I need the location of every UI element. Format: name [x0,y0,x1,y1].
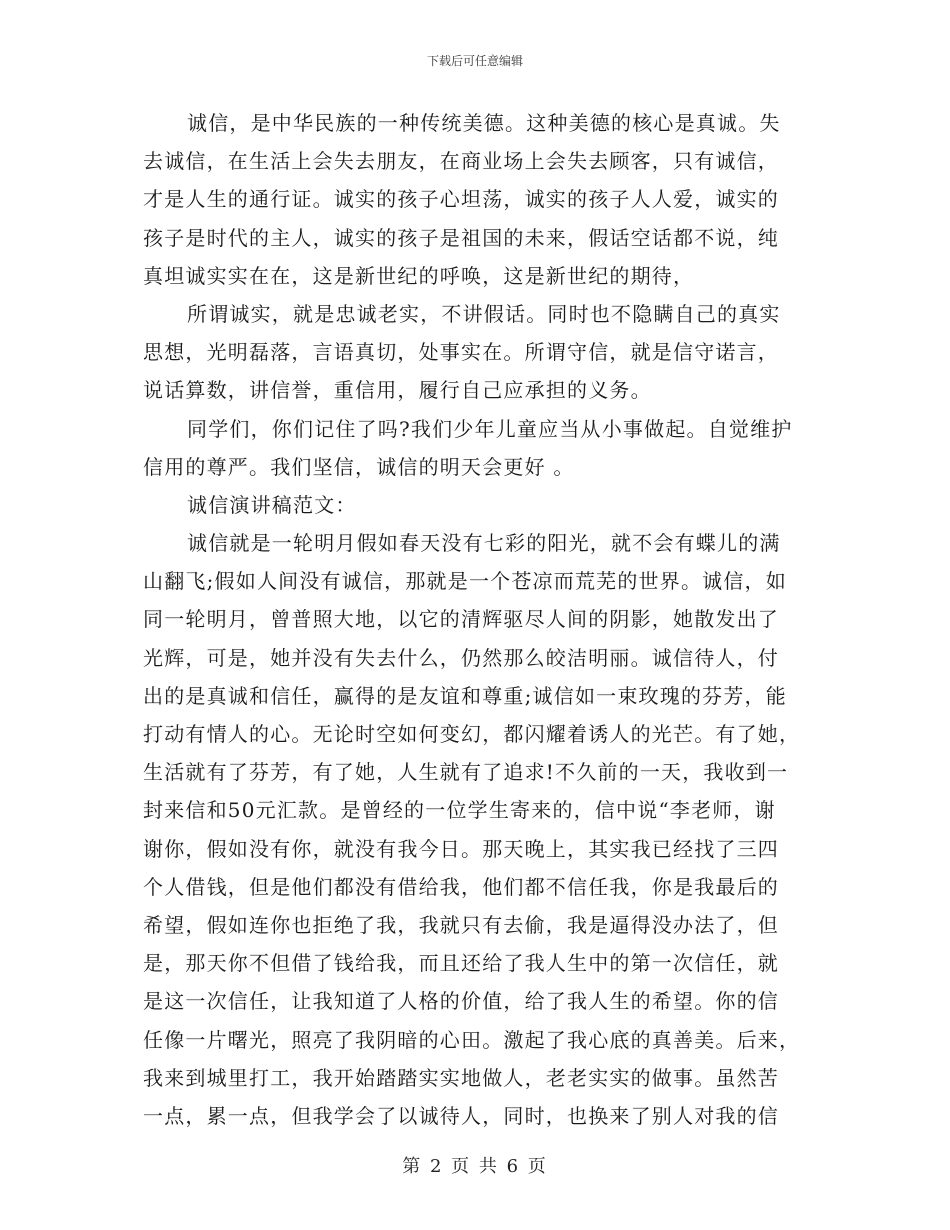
text-line: 是，那天你不但借了钱给我，而且还给了我人生中的第一次信任，就 [143,951,779,976]
text-line: 生活就有了芬芳，有了她，人生就有了追求!不久前的一天，我收到一 [143,760,789,785]
text-line: 光辉，可是，她并没有失去什么，仍然那么皎洁明丽。诚信待人，付 [143,645,779,670]
text-line: 诚信，是中华民族的一种传统美德。这种美德的核心是真诚。失 [187,111,781,135]
text-line: 才是人生的通行证。诚实的孩子心坦荡，诚实的孩子人人爱，诚实的 [143,187,779,212]
text-line: 同学们，你们记住了吗?我们少年儿童应当从小事做起。自觉维护 [187,416,793,441]
text-line: 说话算数，讲信誉，重信用，履行自己应承担的义务。 [143,378,652,403]
text-line: 同一轮明月，曾普照大地，以它的清辉驱尽人间的阴影，她散发出了 [143,607,779,632]
page-header-note: 下载后可任意编辑 [426,54,523,68]
text-line: 希望，假如连你也拒绝了我，我就只有去偷，我是逼得没办法了，但 [143,912,779,937]
text-line: 去诚信，在生活上会失去朋友，在商业场上会失去顾客，只有诚信， [143,149,779,174]
text-line: 真坦诚实实在在，这是新世纪的呼唤，这是新世纪的期待， [143,263,695,288]
document-body [143,104,811,1135]
text-line: 是这一次信任，让我知道了人格的价值，给了我人生的希望。你的信 [143,989,779,1014]
text-line: 所谓诚实，就是忠诚老实，不讲假话。同时也不隐瞒自己的真实 [187,301,781,326]
text-line: 山翻飞;假如人间没有诚信，那就是一个苍凉而荒芜的世界。诚信，如 [143,569,787,594]
text-line: 打动有情人的心。无论时空如何变幻，都闪耀着诱人的光芒。有了她， [143,722,801,746]
section-heading: 诚信演讲稿范文： [187,492,357,517]
text-line: 一点，累一点，但我学会了以诚待人，同时，也换来了别人对我的信 [143,1103,779,1128]
text-line: 个人借钱，但是他们都没有借给我，他们都不信任我，你是我最后的 [143,874,779,899]
text-line: 谢你，假如没有你，就没有我今日。那天晚上，其实我已经找了三四 [143,836,779,861]
page-number: 第 2 页 共 6 页 [402,1156,548,1177]
text-line: 信用的尊严。我们坚信，诚信的明天会更好 。 [143,454,575,479]
text-line: 出的是真诚和信任，赢得的是友谊和尊重;诚信如一束玫瑰的芬芳，能 [143,683,787,708]
text-line: 孩子是时代的主人，诚实的孩子是祖国的未来，假话空话都不说，纯 [143,225,779,250]
text-line: 封来信和50元汇款。是曾经的一位学生寄来的，信中说“李老师，谢 [143,798,776,823]
text-line: 思想，光明磊落，言语真切，处事实在。所谓守信，就是信守诺言， [143,340,779,365]
text-line: 任像一片曙光，照亮了我阴暗的心田。激起了我心底的真善美。后来， [143,1027,801,1052]
text-line: 我来到城里打工，我开始踏踏实实地做人，老老实实的做事。虽然苦 [143,1065,779,1090]
text-line: 诚信就是一轮明月假如春天没有七彩的阳光，就不会有蝶儿的满 [187,531,781,556]
